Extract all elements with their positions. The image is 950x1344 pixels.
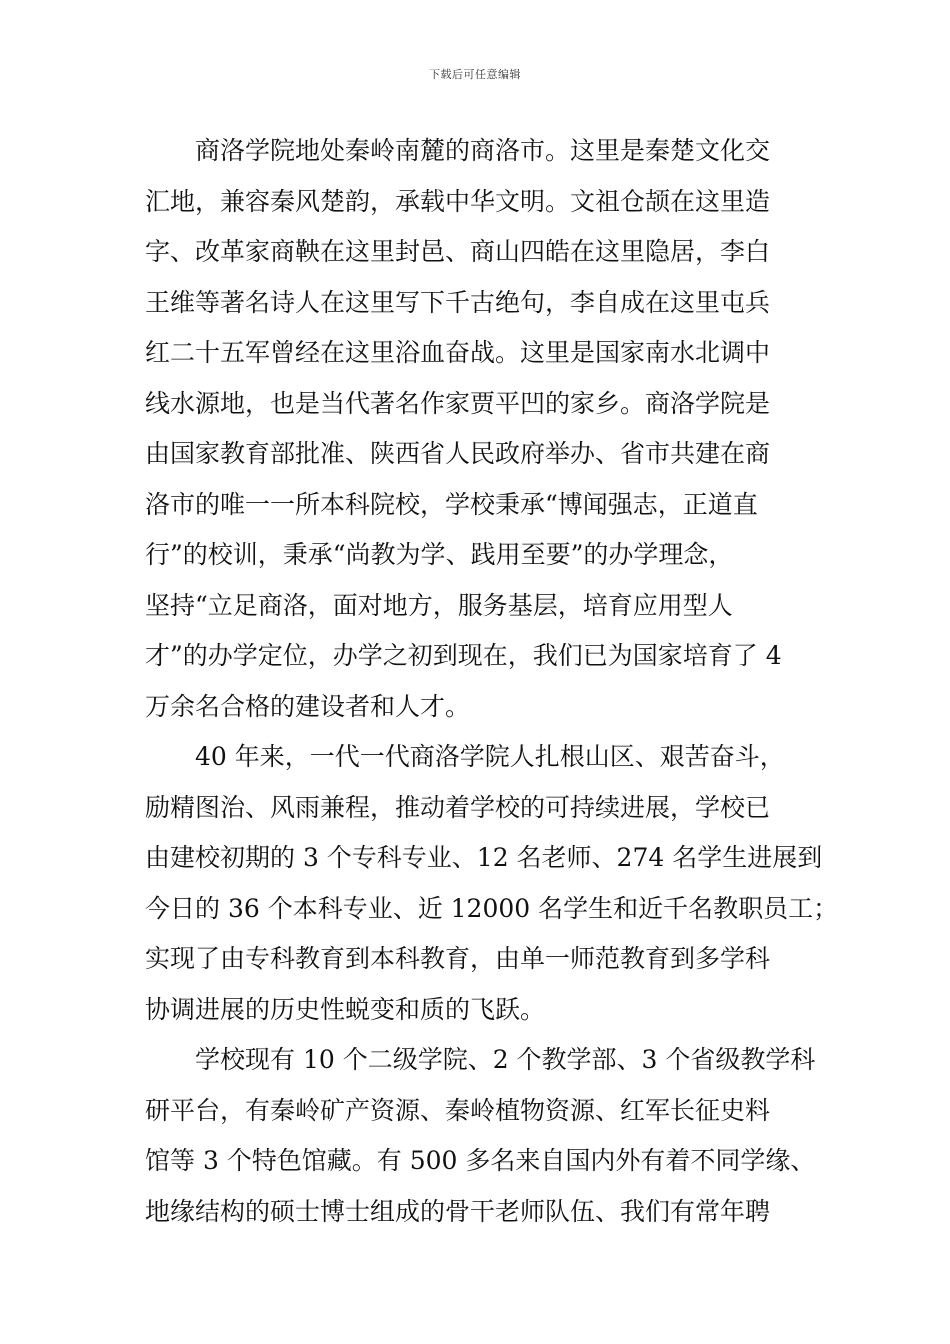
text-line: 才”的办学定位，办学之初到现在，我们已为国家培育了 4 (145, 641, 782, 670)
text-line: 洛市的唯一一所本科院校，学校秉承“博闻强志，正道直 (145, 489, 758, 519)
text-line: 馆等 3 个特色馆藏。有 500 多名来自国内外有着不同学缘、 (145, 1146, 816, 1175)
text-line: 线水源地，也是当代著名作家贾平凹的家乡。商洛学院是 (145, 388, 771, 418)
text-line: 坚持“立足商洛，面对地方，服务基层，培育应用型人 (145, 590, 733, 620)
text-line: 行”的校训，秉承“尚教为学、践用至要”的办学理念， (145, 540, 734, 569)
text-line: 由国家教育部批准、陕西省人民政府举办、省市共建在商 (145, 439, 771, 468)
paragraph-1 (145, 126, 810, 732)
text-line: 励精图治、风雨兼程，推动着学校的可持续进展，学校已 (145, 792, 771, 822)
text-line: 红二十五军曾经在这里浴血奋战。这里是国家南水北调中 (145, 338, 771, 367)
text-line: 万余名合格的建设者和人才。 (145, 691, 471, 721)
text-line: 40 年来，一代一代商洛学院人扎根山区、艰苦奋斗， (195, 742, 785, 771)
text-line: 王维等著名诗人在这里写下千古绝句，李自成在这里屯兵 (145, 287, 771, 317)
text-line: 地缘结构的硕士博士组成的骨干老师队伍、我们有常年聘 (145, 1196, 771, 1226)
text-line: 由建校初期的 3 个专科专业、12 名老师、274 名学生进展到 (145, 843, 823, 872)
paragraph-3 (145, 1035, 816, 1237)
document-body (145, 126, 839, 1237)
text-line: 今日的 36 个本科专业、近 12000 名学生和近千名教职员工； (145, 893, 839, 923)
paragraph-2 (145, 732, 839, 1035)
text-line: 字、改革家商鞅在这里封邑、商山四皓在这里隐居，李白 (145, 237, 771, 266)
text-line: 协调进展的历史性蜕变和质的飞跃。 (145, 994, 546, 1024)
page-header: 下载后可任意编辑 (429, 68, 521, 81)
text-line: 实现了由专科教育到本科教育，由单一师范教育到多学科 (145, 944, 771, 973)
text-line: 商洛学院地处秦岭南麓的商洛市。这里是秦楚文化交 (195, 136, 771, 165)
text-line: 汇地，兼容秦风楚韵，承载中华文明。文祖仓颉在这里造 (145, 186, 771, 216)
text-line: 学校现有 10 个二级学院、2 个教学部、3 个省级教学科 (195, 1045, 816, 1074)
text-line: 研平台，有秦岭矿产资源、秦岭植物资源、红军长征史料 (145, 1095, 771, 1125)
